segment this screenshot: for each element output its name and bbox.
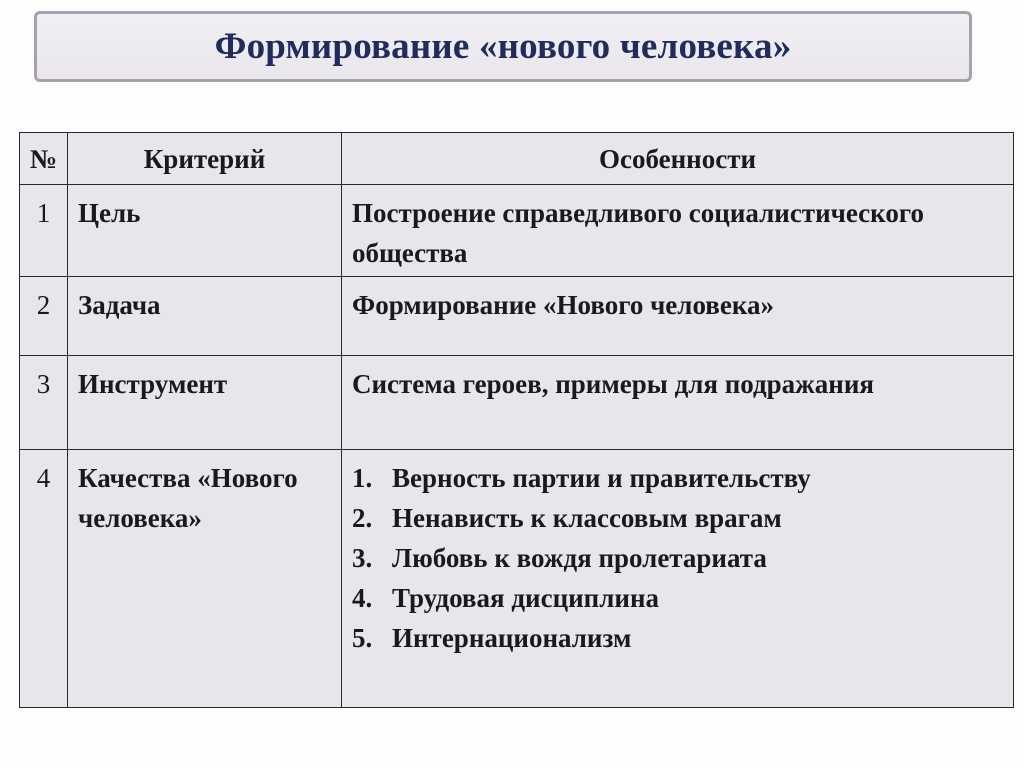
list-item-number: 3.: [352, 543, 373, 573]
list-item: [352, 458, 1005, 498]
list-item-text: Любовь к вождя пролетариата: [392, 543, 767, 573]
row-number: 1: [20, 185, 68, 277]
list-item-number: 5.: [352, 623, 373, 653]
list-item-text: Верность партии и правительству: [392, 463, 811, 493]
row-criterion: Цель: [68, 185, 342, 277]
table-row: [20, 356, 1014, 450]
table-header-row: [20, 133, 1014, 185]
title-banner: [34, 11, 972, 82]
header-criterion: Критерий: [68, 133, 342, 185]
row-features: Система героев, примеры для подражания: [342, 356, 1014, 450]
list-item-text: Ненависть к классовым врагам: [392, 503, 782, 533]
table-row: [20, 450, 1014, 708]
list-item-number: 1.: [352, 463, 373, 493]
slide-title: Формирование «нового человека»: [214, 26, 792, 67]
list-item: [352, 618, 1005, 658]
row-number: 2: [20, 277, 68, 356]
header-features: Особенности: [342, 133, 1014, 185]
qualities-list: [352, 458, 1005, 658]
list-item: [352, 538, 1005, 578]
list-item-number: 4.: [352, 583, 373, 613]
row-features: Построение справедливого социалистического общества: [342, 185, 1014, 277]
list-item: [352, 578, 1005, 618]
list-item-text: Трудовая дисциплина: [392, 583, 659, 613]
table-row: [20, 277, 1014, 356]
row-features: Формирование «Нового человека»: [342, 277, 1014, 356]
header-number: №: [20, 133, 68, 185]
list-item: [352, 498, 1005, 538]
list-item-text: Интернационализм: [392, 623, 632, 653]
row-criterion: Инструмент: [68, 356, 342, 450]
list-item-number: 2.: [352, 503, 373, 533]
row-features: [342, 450, 1014, 708]
table-row: [20, 185, 1014, 277]
row-number: 3: [20, 356, 68, 450]
row-number: 4: [20, 450, 68, 708]
criteria-table: [19, 132, 1014, 708]
row-criterion: Качества «Нового человека»: [68, 450, 342, 708]
row-criterion: Задача: [68, 277, 342, 356]
